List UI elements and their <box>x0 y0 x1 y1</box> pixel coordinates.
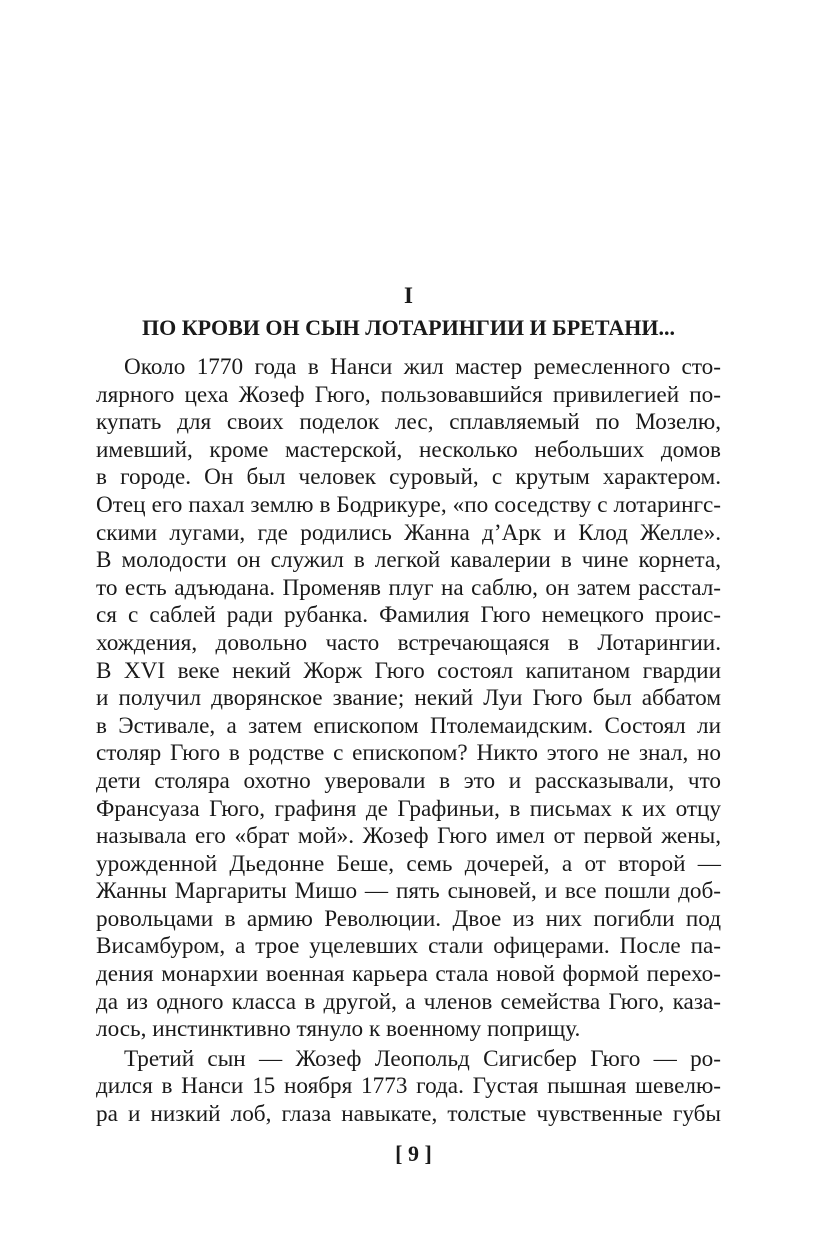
chapter-text <box>96 354 721 1129</box>
paragraph-1 <box>96 354 721 1044</box>
text-line: Франсуаза Гюго, графиня де Графиньи, в письмах к их отцу <box>96 795 721 822</box>
text-line: урожденной Дьедонне Беше, семь дочерей, а от второй — <box>96 850 721 877</box>
text-line: В XVI веке некий Жорж Гюго состоял капитаном гвардии <box>96 657 721 684</box>
text-line: лярного цеха Жозеф Гюго, пользовавшийся привилегией по- <box>96 381 721 408</box>
text-line: скими лугами, где родились Жанна д’Арк и Клод Желле». <box>96 519 721 546</box>
text-line: Третий сын — Жозеф Леопольд Сигисбер Гюго — ро- <box>124 1045 721 1072</box>
text-line: имевший, кроме мастерской, несколько небольших домов <box>96 436 721 463</box>
text-line: дился в Нанси 15 ноября 1773 года. Густая пышная шевелю- <box>96 1073 721 1100</box>
text-line: столяр Гюго в родстве с епископом? Никто этого не знал, но <box>96 740 721 767</box>
text-line: ся с саблей ради рубанка. Фамилия Гюго немецкого проис- <box>96 602 721 629</box>
text-line: Около 1770 года в Нанси жил мастер ремесленного сто- <box>124 354 721 380</box>
text-line: дения монархии военная карьера стала новой формой перехо- <box>96 961 721 988</box>
text-line: ровольцами в армию Революции. Двое из них погибли под <box>96 905 721 932</box>
text-line: в городе. Он был человек суровый, с крутым характером. <box>96 464 721 491</box>
text-line: лось, инстинктивно тянуло к военному поприщу. <box>96 1016 581 1043</box>
text-line: то есть адъюдана. Променяв плуг на саблю, он затем расстал- <box>96 574 721 601</box>
text-line: В молодости он служил в легкой кавалерии в чине корнета, <box>96 547 721 574</box>
page-number: [ 9 ] <box>395 1141 432 1166</box>
paragraph-2 <box>96 1046 721 1129</box>
text-line: Жанны Маргариты Мишо — пять сыновей, и все пошли доб- <box>96 878 721 905</box>
chapter-number: I <box>404 283 413 308</box>
text-line: Висамбуром, а трое уцелевших стали офицерами. После па- <box>96 933 721 960</box>
text-line: да из одного класса в другой, а членов семейства Гюго, каза- <box>96 988 721 1015</box>
chapter-title: ПО КРОВИ ОН СЫН ЛОТАРИНГИИ И БРЕТАНИ... <box>141 315 676 340</box>
page-body <box>96 280 721 1129</box>
text-line: и получил дворянское звание; некий Луи Гюго был аббатом <box>96 685 721 712</box>
text-line: дети столяра охотно уверовали в это и рассказывали, что <box>96 767 721 794</box>
text-line: в Эстивале, а затем епископом Птолемаидским. Состоял ли <box>96 712 721 739</box>
text-line: Отец его пахал землю в Бодрикуре, «по соседству с лотарингс- <box>96 491 721 518</box>
text-line: купать для своих поделок лес, сплавляемый по Мозелю, <box>96 409 721 436</box>
text-line: хождения, довольно часто встречающаяся в Лотарингии. <box>96 629 721 656</box>
text-line: ра и низкий лоб, глаза навыкате, толстые чувственные губы <box>96 1101 721 1128</box>
text-line: называла его «брат мой». Жозеф Гюго имел от первой жены, <box>96 823 721 850</box>
